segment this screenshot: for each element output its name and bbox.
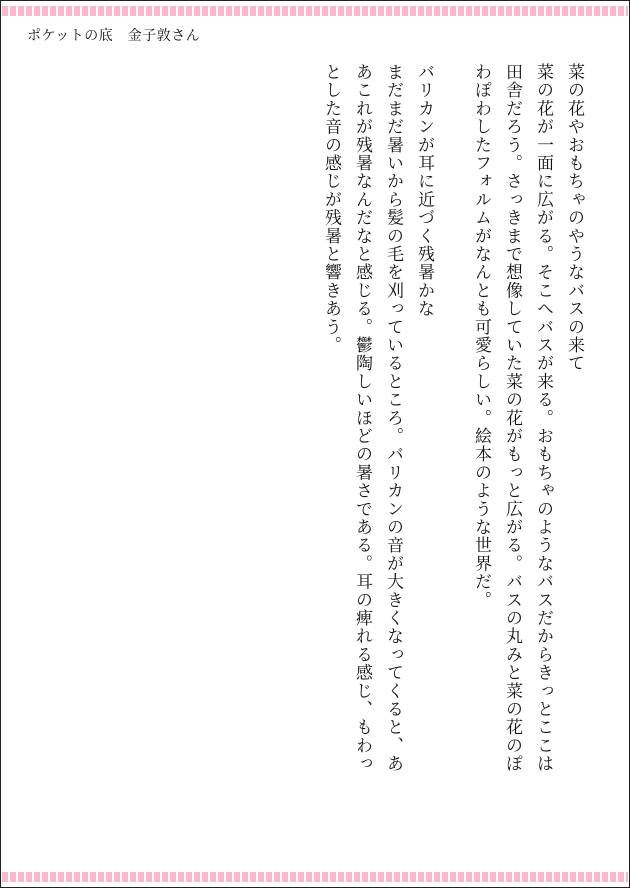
commentary-line: わぽわしたフォルムがなんとも可愛らしい。絵本のような世界だ。 xyxy=(471,63,491,609)
top-decorative-border xyxy=(2,6,628,16)
page-title: ポケットの底 金子敦さん xyxy=(27,28,201,44)
haiku-line: バリカンが耳に近づく残暑かな xyxy=(414,63,434,318)
commentary-line: あこれが残暑なんだなと感じる。鬱陶しいほどの暑さである。耳の痺れる感じ、もわっ xyxy=(352,63,372,773)
bottom-decorative-border xyxy=(2,872,628,882)
commentary-line: とした音の感じが残暑と響きあう。 xyxy=(321,63,341,355)
vertical-text-body xyxy=(259,63,589,853)
haiku-line: 菜の花やおもちゃのやうなバスの来て xyxy=(564,63,584,373)
section-gap xyxy=(439,63,465,853)
commentary-line: まだまだ暑いから髪の毛を刈っているところ。バリカンの音が大きくなってくると、あ xyxy=(383,63,403,773)
commentary-line: 菜の花が一面に広がる。そこへバスが来る。おもちゃのようなバスだからきっとここは xyxy=(533,63,553,773)
commentary-line: 田舎だろう。さっきまで想像していた菜の花がもっと広がる。バスの丸みと菜の花のぽ xyxy=(502,63,522,773)
